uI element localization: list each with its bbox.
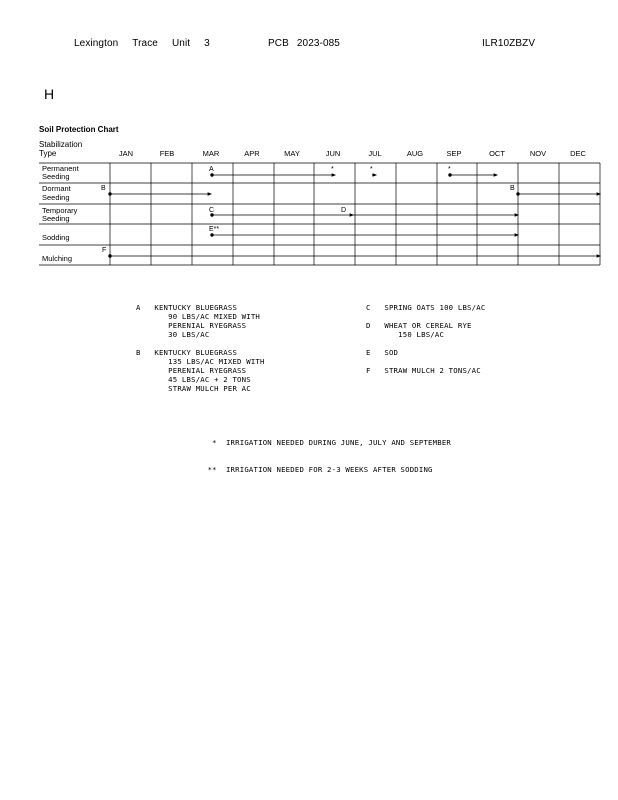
month-label: JAN [118,149,134,158]
document-id: ILR10ZBZV [482,38,536,49]
period-arrow [597,255,600,257]
period-label: A [209,166,214,173]
month-label: AUG [406,149,424,158]
period-arrow [515,234,518,236]
note-line: ** IRRIGATION NEEDED FOR 2-3 WEEKS AFTER SODDING [203,465,433,474]
month-label: MAR [202,149,220,158]
legend-d: D WHEAT OR CEREAL RYE 150 LBS/AC [366,321,472,339]
month-label: DEC [570,149,586,158]
project-word: Trace [132,38,158,49]
month-label: JUL [368,149,382,158]
month-label: NOV [529,149,547,158]
month-label: MAY [284,149,300,158]
legend-c: C SPRING OATS 100 LBS/AC [366,303,486,312]
period-arrow [494,174,497,176]
period-start [109,193,112,196]
month-label: FEB [159,149,175,158]
period-arrow [597,193,600,195]
row-label: Temporary [42,206,78,215]
project-word: 3 [204,38,210,49]
stab-label-line: Type [39,149,57,158]
period-start [211,214,214,217]
period-label: D [341,207,347,214]
period-label: * [370,166,373,173]
period-label: F [102,247,107,254]
period-label: B [510,185,515,192]
permit-prefix: PCB [268,38,289,49]
period-label: * [448,166,451,173]
legend-a: A KENTUCKY BLUEGRASS 90 LBS/AC MIXED WITH PERENIAL RYEGRASS 30 LBS/AC [136,303,261,339]
period-arrow [373,174,376,176]
irrigation-notes [203,420,451,483]
project-word: Unit [171,38,191,49]
legend-b: B KENTUCKY BLUEGRASS 135 LBS/AC MIXED WITH PERENIAL RYEGRASS 45 LBS/AC + 2 TONS STRAW MULCH PER AC [136,348,265,393]
period-label: B [101,185,106,192]
chart-title: Soil Protection Chart [39,125,119,134]
period-start [109,255,112,258]
month-label: JUN [325,149,341,158]
row-label: Dormant [42,184,71,193]
note-line: * IRRIGATION NEEDED DURING JUNE, JULY AND SEPTEMBER [203,438,452,447]
section-letter: H [44,86,55,102]
period-arrow [332,174,335,176]
period-arrow [208,193,211,195]
month-label: SEP [446,149,462,158]
month-label: OCT [489,149,505,158]
stab-label-line: Stabilization [39,140,83,149]
project-word: Lexington [74,38,119,49]
legend-e: E SOD [366,348,399,357]
legend-f: F STRAW MULCH 2 TONS/AC [366,366,481,375]
row-label: Sodding [42,233,70,242]
row-label: Seeding [42,172,70,181]
period-label: C [209,207,215,214]
row-label: Permanent [42,164,79,173]
period-arrow [515,214,518,216]
period-label: E** [209,226,220,233]
permit-code: 2023-085 [296,38,340,49]
period-label: * [331,166,334,173]
row-label: Mulching [42,254,73,263]
period-arrow [350,214,353,216]
row-label: Seeding [42,214,70,223]
period-start [211,234,214,237]
period-start [211,174,214,177]
month-label: APR [244,149,260,158]
period-start [449,174,452,177]
row-label: Seeding [42,193,70,202]
period-start [517,193,520,196]
